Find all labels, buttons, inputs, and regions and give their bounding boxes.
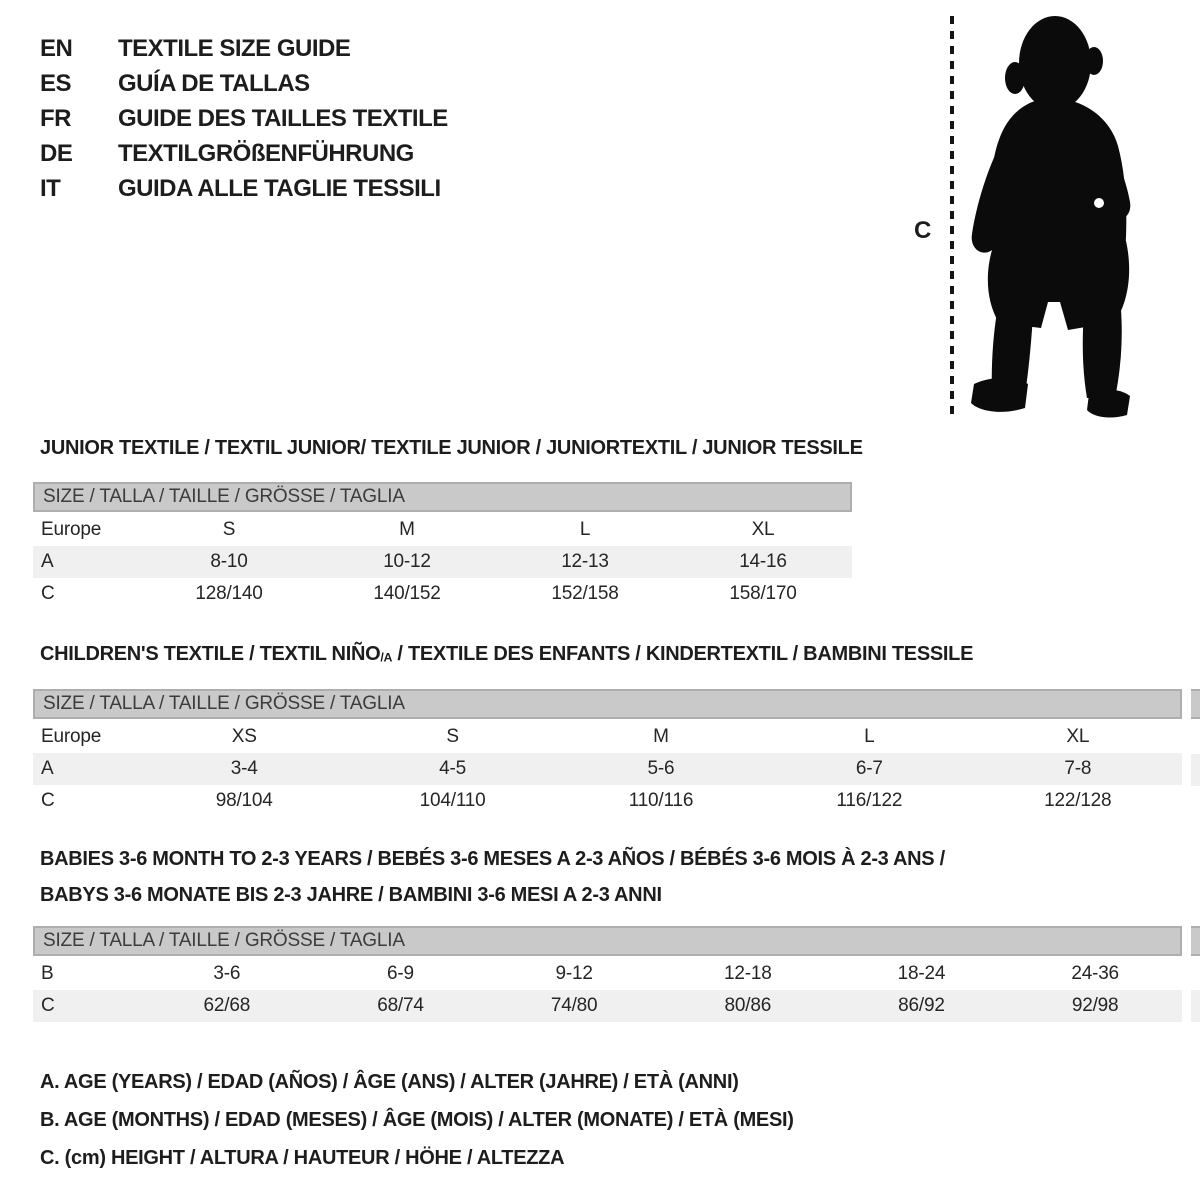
value-cell: 14-16: [739, 551, 787, 572]
cutoff-column-sliver: [1191, 990, 1200, 1022]
value-cell: M: [399, 519, 415, 540]
language-row-fr: [40, 101, 448, 136]
value-cell: XL: [1066, 726, 1090, 747]
table-row-europe: [33, 514, 852, 546]
footnote-height-cm: C. (cm) HEIGHT / ALTURA / HAUTEUR / HÖHE / ALTEZZA: [40, 1147, 565, 1169]
cutoff-column-sliver: [1191, 926, 1200, 956]
table-row-europe: [33, 721, 1182, 753]
row-label-cell: A: [41, 758, 54, 779]
value-cell: 92/98: [1071, 995, 1119, 1016]
language-guide-block: [40, 31, 448, 206]
row-label-cell: Europe: [41, 519, 102, 540]
children-section-heading: [40, 642, 973, 669]
children-heading-part1: CHILDREN'S TEXTILE / TEXTIL NIÑO: [40, 643, 381, 665]
value-cell: 12-13: [561, 551, 609, 572]
language-row-de: [40, 136, 448, 171]
row-label-cell: B: [41, 963, 54, 984]
language-title: GUÍA DE TALLAS: [118, 70, 310, 97]
value-cell: 68/74: [377, 995, 424, 1016]
babies-size-header-bar: SIZE / TALLA / TAILLE / GRÖSSE / TAGLIA: [33, 926, 1182, 956]
footnote-age-years: A. AGE (YEARS) / EDAD (AÑOS) / ÂGE (ANS) / ALTER (JAHRE) / ETÀ (ANNI): [40, 1071, 739, 1093]
language-title: TEXTILGRÖßENFÜHRUNG: [118, 140, 414, 167]
cutoff-column-sliver: [1191, 689, 1200, 719]
language-title: GUIDA ALLE TAGLIE TESSILI: [118, 175, 441, 202]
value-cell: 140/152: [373, 583, 441, 604]
babies-section-heading-line2: BABYS 3-6 MONATE BIS 2-3 JAHRE / BAMBINI 3-6 MESI A 2-3 ANNI: [40, 884, 662, 906]
row-label-cell: Europe: [41, 726, 102, 747]
babies-size-table: [33, 958, 1182, 1022]
value-cell: 10-12: [383, 551, 431, 572]
value-cell: 104/110: [419, 790, 486, 811]
value-cell: L: [579, 519, 591, 540]
language-row-it: [40, 171, 448, 206]
value-cell: XS: [231, 726, 257, 747]
table-row-height: [33, 785, 1182, 817]
value-cell: 3-6: [213, 963, 241, 984]
value-cell: S: [446, 726, 459, 747]
value-cell: 9-12: [555, 963, 593, 984]
language-title: TEXTILE SIZE GUIDE: [118, 35, 351, 62]
value-cell: 12-18: [723, 963, 772, 984]
toddler-silhouette-icon: [963, 14, 1139, 420]
footnote-age-months: B. AGE (MONTHS) / EDAD (MESES) / ÂGE (MOIS) / ALTER (MONATE) / ETÀ (MESI): [40, 1109, 794, 1131]
table-row-height: [33, 990, 1182, 1022]
table-row-age: [33, 753, 1182, 785]
children-size-header-bar: SIZE / TALLA / TAILLE / GRÖSSE / TAGLIA: [33, 689, 1182, 719]
value-cell: 110/116: [628, 790, 694, 811]
value-cell: 86/92: [898, 995, 945, 1016]
language-code: FR: [40, 105, 71, 132]
row-label-cell: C: [41, 790, 55, 811]
height-measure-dashed-line: [950, 16, 954, 416]
value-cell: 152/158: [551, 583, 619, 604]
value-cell: 6-7: [855, 758, 883, 779]
table-row-height: [33, 578, 852, 610]
value-cell: 8-10: [210, 551, 248, 572]
value-cell: 74/80: [550, 995, 598, 1016]
value-cell: 62/68: [203, 995, 251, 1016]
language-row-es: [40, 66, 448, 101]
value-cell: 4-5: [439, 758, 467, 779]
language-code: IT: [40, 175, 61, 202]
language-code: EN: [40, 35, 73, 62]
value-cell: 7-8: [1064, 758, 1092, 779]
value-cell: 80/86: [724, 995, 772, 1016]
row-label-cell: A: [41, 551, 54, 572]
row-label-cell: C: [41, 583, 55, 604]
language-row-en: [40, 31, 448, 66]
row-label-cell: C: [41, 995, 55, 1016]
value-cell: 158/170: [729, 583, 797, 604]
value-cell: M: [653, 726, 669, 747]
language-title: GUIDE DES TAILLES TEXTILE: [118, 105, 448, 132]
language-code: ES: [40, 70, 72, 97]
value-cell: 98/104: [215, 790, 273, 811]
value-cell: 116/122: [836, 790, 903, 811]
value-cell: 122/128: [1044, 790, 1112, 811]
language-code: DE: [40, 140, 73, 167]
table-row-age-months: [33, 958, 1182, 990]
junior-section-heading: JUNIOR TEXTILE / TEXTIL JUNIOR/ TEXTILE JUNIOR / JUNIORTEXTIL / JUNIOR TESSILE: [40, 437, 863, 459]
cutoff-column-sliver: [1191, 754, 1200, 786]
height-measure-label: C: [914, 217, 932, 244]
value-cell: 24-36: [1071, 963, 1119, 984]
value-cell: 6-9: [387, 963, 414, 984]
value-cell: S: [222, 519, 236, 540]
value-cell: 3-4: [230, 758, 258, 779]
junior-size-header-bar: SIZE / TALLA / TAILLE / GRÖSSE / TAGLIA: [33, 482, 852, 512]
children-size-table: [33, 721, 1182, 817]
table-row-age: [33, 546, 852, 578]
value-cell: L: [864, 726, 875, 747]
junior-size-table: [33, 514, 852, 610]
value-cell: 128/140: [195, 583, 263, 604]
value-cell: XL: [751, 519, 775, 540]
children-heading-sub: /A: [380, 650, 393, 665]
babies-section-heading-line1: BABIES 3-6 MONTH TO 2-3 YEARS / BEBÉS 3-6 MESES A 2-3 AÑOS / BÉBÉS 3-6 MOIS À 2-3 ANS /: [40, 848, 945, 870]
value-cell: 18-24: [897, 963, 946, 984]
value-cell: 5-6: [647, 758, 675, 779]
children-heading-part2: / TEXTILE DES ENFANTS / KINDERTEXTIL / BAMBINI TESSILE: [392, 643, 974, 665]
